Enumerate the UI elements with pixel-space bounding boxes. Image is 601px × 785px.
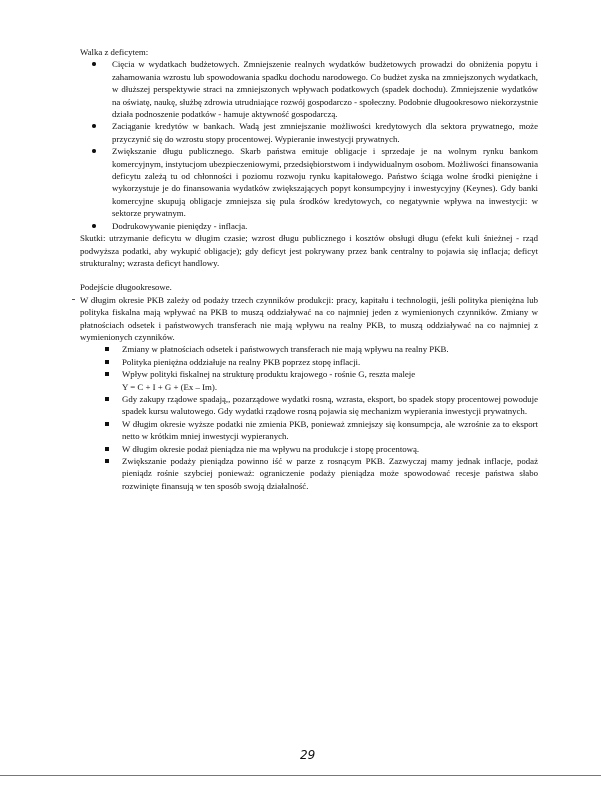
dash-icon (72, 299, 75, 300)
square-bullet-icon (105, 397, 109, 401)
square-bullet-icon (105, 360, 109, 364)
list-item: Cięcia w wydatkach budżetowych. Zmniejszenie realnych wydatków budżetowych prowadzi do obniżenia popytu i zahamowania wzrostu lub spowodowania spadku dochodu narodowego. Co budżet zyska na zmniejszonych wydatkach, w dłuższej perspektywie straci na zmniejszonych wpływach podatkowych (spadek dochodu). Zmniejszenie wydatków na oświatę, naukę, służbę zdrowia utrudniające rozwój gospodarczo - społeczny. Podobnie długookresowo niekorzystnie działa podnoszenie podatków - hamuje aktywność gospodarczą. (80, 58, 538, 120)
list-item: Gdy zakupy rządowe spadają,, pozarządowe wydatki rosną, wzrasta, eksport, bo spadek stopy procentowej powoduje spadek kursu walutowego. Gdy wydatki rządowe rosną pojawia się mechanizm wypierania inwestycji prywatnych. (80, 393, 538, 418)
bottom-rule (0, 775, 601, 776)
bullet-icon (92, 224, 96, 228)
bullet-icon (92, 149, 96, 153)
list-item: Zwiększanie podaży pieniądza powinno iść w parze z rosnącym PKB. Zazwyczaj mamy jednak inflacje, podaż pieniądz rośnie szybciej ponieważ: ograniczenie podaży pieniądza może spowodować recesje państwa słabo rozwinięte finansują w ten sposób swoją działalność. (80, 455, 538, 492)
section-title-long-term: Podejście długookresowe. (80, 282, 172, 293)
bullet-icon (92, 62, 96, 66)
list-item: Polityka pieniężna oddziałuje na realny PKB poprzez stopę inflacji. (80, 356, 538, 368)
square-bullet-icon (105, 459, 109, 463)
square-bullet-icon (105, 422, 109, 426)
page-number: 29 (300, 748, 316, 762)
long-term-list (80, 343, 538, 492)
list-item: Wpływ polityki fiskalnej na strukturę produktu krajowego - rośnie G, reszta maleje Y = C + I + G + (Ex – Im). (80, 368, 538, 393)
square-bullet-icon (105, 347, 109, 351)
effects-paragraph: Skutki: utrzymanie deficytu w długim czasie; wzrost długu publicznego i kosztów obsługi długu (efekt kuli śnieżnej - rząd podwyższa podatki, aby wykupić obligacje); gdy deficyt jest pokrywany przez bank centralny to pojawia się inflacja; deficyt strukturalny; wzrasta deficyt handlowy. (80, 233, 538, 268)
deficit-methods-list (80, 58, 538, 232)
square-bullet-icon (105, 447, 109, 451)
list-item: Zaciąganie kredytów w bankach. Wadą jest zmniejszanie możliwości kredytowych dla sektora prywatnego, może przyczynić się do wzrostu stopy procentowej. Wypieranie inwestycji prywatnych. (80, 120, 538, 145)
section-gap (80, 269, 538, 281)
square-bullet-icon (105, 372, 109, 376)
list-item: W długim okresie wyższe podatki nie zmienia PKB, ponieważ zmniejszy się konsumpcja, ale wzrośnie za to eksport netto w krótkim mniej inwestycji wypieranych. (80, 418, 538, 443)
list-item: Zmiany w płatnościach odsetek i państwowych transferach nie mają wpływu na realny PKB. (80, 343, 538, 355)
gdp-formula: Y = C + I + G + (Ex – Im). (122, 381, 218, 392)
intro-paragraph: W długim okresie PKB zależy od podaży trzech czynników produkcji: pracy, kapitału i technologii, jeśli polityka pieniężna lub polityka fiskalna mają wpływać na PKB to muszą oddziaływać na co najmniej jeden z wymienionych czynników. Zmiany w płatnościach odsetek i państwowych transferach nie mają wpływu na realny PKB, to muszą oddziaływać na co najmniej z wymienionych czynników. (80, 294, 538, 344)
bullet-icon (92, 124, 96, 128)
list-item: Dodrukowywanie pieniędzy - inflacja. (80, 220, 538, 232)
list-item: W długim okresie podaż pieniądza nie ma wpływu na produkcje i stopę procentową. (80, 443, 538, 455)
document-page (80, 46, 538, 492)
list-item: Zwiększanie długu publicznego. Skarb państwa emituje obligacje i sprzedaje je na wolnym rynku bankom komercyjnym, instytucjom ubezpieczeniowymi, przedsiębiorstwom i indywidualnym osobom. Możliwości finansowania deficytu zależą tu od chłonności i poziomu rozwoju rynku kapitałowego. Państwo ściąga wolne środki pieniężne i wykorzystuje je do finansowania wydatków zwiększających popyt konsumpcyjny i inwestycyjny (Keynes). Gdy banki komercyjne skupują obligacje zmniejsza się pula środków kredytowych, co negatywnie wpływa na inwestycji: w sektorze prywatnym. (80, 145, 538, 219)
section-title-deficit: Walka z deficytem: (80, 47, 149, 57)
